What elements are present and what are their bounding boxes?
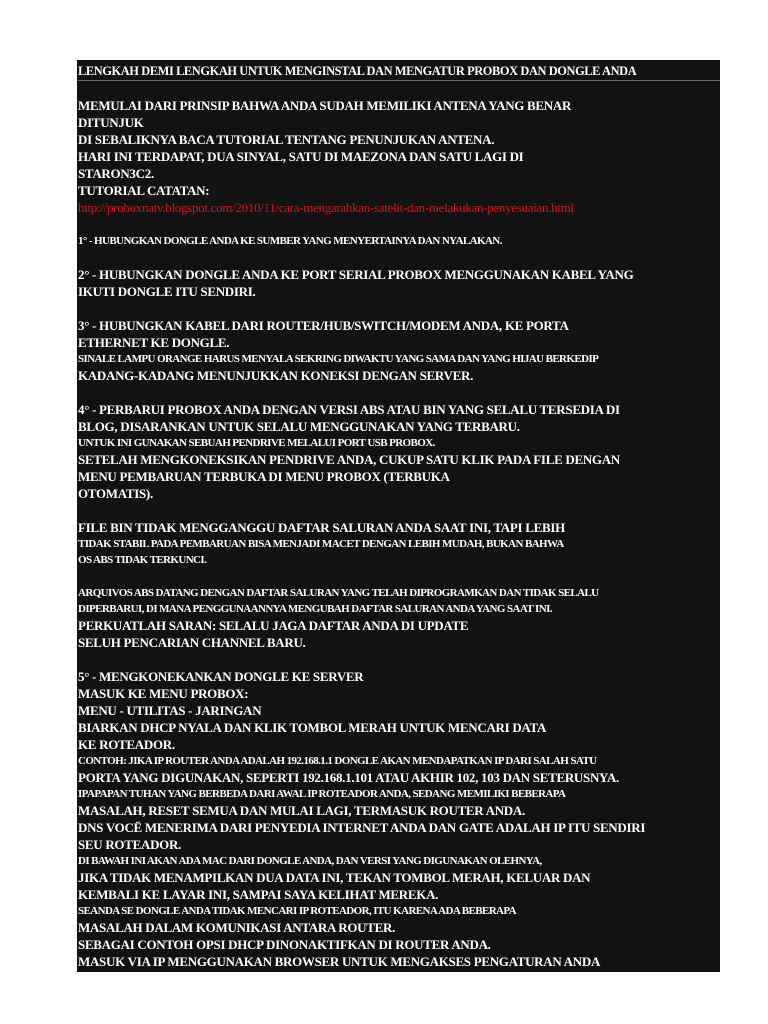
abs-note-paragraph	[78, 585, 720, 651]
text-line: MENU PEMBARUAN TERBUKA DI MENU PROBOX (TERBUKA	[78, 469, 450, 484]
text-line: BIARKAN DHCP NYALA DAN KLIK TOMBOL MERAH UNTUK MENCARI DATA	[78, 720, 547, 735]
text-line: 3° - HUBUNGKAN KABEL DARI ROUTER/HUB/SWITCH/MODEM ANDA, KE PORTA	[78, 318, 569, 333]
bin-note-paragraph	[78, 519, 720, 568]
text-line: PERKUATLAH SARAN: SELALU JAGA DAFTAR ANDA DI UPDATE	[78, 618, 469, 633]
text-line: IKUTI DONGLE ITU SENDIRI.	[78, 284, 256, 299]
step-4-paragraph	[78, 401, 720, 502]
step-2-paragraph	[78, 266, 720, 300]
document-page	[77, 60, 720, 972]
text-line: DI SEBALIKNYA BACA TUTORIAL TENTANG PENUNJUKAN ANTENA.	[78, 132, 495, 147]
text-line: MASUK KE MENU PROBOX:	[78, 686, 249, 701]
text-line: SEU ROTEADOR.	[78, 837, 182, 852]
text-line: JIKA TIDAK MENAMPILKAN DUA DATA INI, TEKAN TOMBOL MERAH, KELUAR DAN	[78, 870, 591, 885]
text-line: MENU - UTILITAS - JARINGAN	[78, 703, 262, 718]
text-line: ETHERNET KE DONGLE.	[78, 335, 230, 350]
text-line: 2° - HUBUNGKAN DONGLE ANDA KE PORT SERIAL PROBOX MENGGUNAKAN KABEL YANG	[78, 267, 634, 282]
text-line: SETELAH MENGKONEKSIKAN PENDRIVE ANDA, CUKUP SATU KLIK PADA FILE DENGAN	[78, 452, 620, 467]
step-3-paragraph	[78, 317, 720, 384]
text-line: OS ABS TIDAK TERKUNCI.	[78, 554, 207, 566]
text-line: DITUNJUK	[78, 115, 144, 130]
text-line: TUTORIAL CATATAN:	[78, 183, 210, 198]
text-line: STARON3C2.	[78, 166, 154, 181]
text-line: KADANG-KADANG MENUNJUKKAN KONEKSI DENGAN SERVER.	[78, 368, 474, 383]
text-line: CONTOH: JIKA IP ROUTER ANDA ADALAH 192.168.1.1 DONGLE AKAN MENDAPATKAN IP DARI SALAH SATU	[78, 755, 597, 767]
text-line: FILE BIN TIDAK MENGGANGGU DAFTAR SALURAN ANDA SAAT INI, TAPI LEBIH	[78, 520, 565, 535]
text-line: MASALAH, RESET SEMUA DAN MULAI LAGI, TERMASUK ROUTER ANDA.	[78, 803, 525, 818]
text-line: SELUH PENCARIAN CHANNEL BARU.	[78, 635, 306, 650]
text-line: SINALE LAMPU ORANGE HARUS MENYALA SEKRING DIWAKTU YANG SAMA DAN YANG HIJAU BERKEDIP	[78, 353, 599, 365]
text-line: TIDAK STABIL PADA PEMBARUAN BISA MENJADI MACET DENGAN LEBIH MUDAH, BUKAN BAHWA	[78, 538, 564, 550]
text-line: HARI INI TERDAPAT, DUA SINYAL, SATU DI MAEZONA DAN SATU LAGI DI	[78, 149, 524, 164]
text-line: ARQUIVOS ABS DATANG DENGAN DAFTAR SALURAN YANG TELAH DIPROGRAMKAN DAN TIDAK SELALU	[78, 587, 599, 599]
text-line: IPAPAPAN TUHAN YANG BERBEDA DARI AWAL IP ROTEADOR ANDA, SEDANG MEMILIKI BEBERAPA	[78, 788, 566, 800]
text-line: SEBAGAI CONTOH OPSI DHCP DINONAKTIFKAN DI ROUTER ANDA.	[78, 937, 491, 952]
step-5-paragraph	[78, 668, 720, 970]
text-line: PORTA YANG DIGUNAKAN, SEPERTI 192.168.1.101 ATAU AKHIR 102, 103 DAN SETERUSNYA.	[78, 770, 619, 785]
text-line: 4° - PERBARUI PROBOX ANDA DENGAN VERSI ABS ATAU BIN YANG SELALU TERSEDIA DI	[78, 402, 620, 417]
text-line: MASALAH DALAM KOMUNIKASI ANTARA ROUTER.	[78, 920, 396, 935]
text-line: SEANDA SE DONGLE ANDA TIDAK MENCARI IP ROTEADOR, ITU KARENA ADA BEBERAPA	[78, 905, 517, 917]
text-line: MEMULAI DARI PRINSIP BAHWA ANDA SUDAH MEMILIKI ANTENA YANG BENAR	[78, 98, 572, 113]
text-line: 5° - MENGKONEKANKAN DONGLE KE SERVER	[78, 669, 364, 684]
text-line: MASUK VIA IP MENGGUNAKAN BROWSER UNTUK MENGAKSES PENGATURAN ANDA	[78, 954, 601, 969]
text-line: UNTUK INI GUNAKAN SEBUAH PENDRIVE MELALUI PORT USB PROBOX.	[78, 437, 435, 449]
text-line: DI BAWAH INI AKAN ADA MAC DARI DONGLE ANDA, DAN VERSI YANG DIGUNAKAN OLEHNYA,	[78, 855, 542, 867]
text-line: 1° - HUBUNGKAN DONGLE ANDA KE SUMBER YANG MENYERTAINYA DAN NYALAKAN.	[78, 235, 502, 247]
text-line: DNS VOCË MENERIMA DARI PENYEDIA INTERNET ANDA DAN GATE ADALAH IP ITU SENDIRI	[78, 820, 646, 835]
intro-paragraph	[78, 97, 720, 216]
text-line: KE ROTEADOR.	[78, 737, 175, 752]
step-1-paragraph	[78, 233, 720, 249]
document-title: LENGKAH DEMI LENGKAH UNTUK MENGINSTAL DAN MENGATUR PROBOX DAN DONGLE ANDA	[78, 64, 720, 81]
text-line: DIPERBARUI, DI MANA PENGGUNAANNYA MENGUBAH DAFTAR SALURAN ANDA YANG SAAT INI.	[78, 603, 552, 615]
text-line: OTOMATIS).	[78, 486, 153, 501]
text-line: BLOG, DISARANKAN UNTUK SELALU MENGGUNAKAN YANG TERBARU.	[78, 419, 520, 434]
text-line: KEMBALI KE LAYAR INI, SAMPAI SAYA KELIHAT MEREKA.	[78, 887, 439, 902]
tutorial-link[interactable]: http://proboxnatv.blogspot.com/2010/11/cara-mengarahkan-satelit-dan-melakukan-penyesuaian.html	[78, 200, 574, 215]
